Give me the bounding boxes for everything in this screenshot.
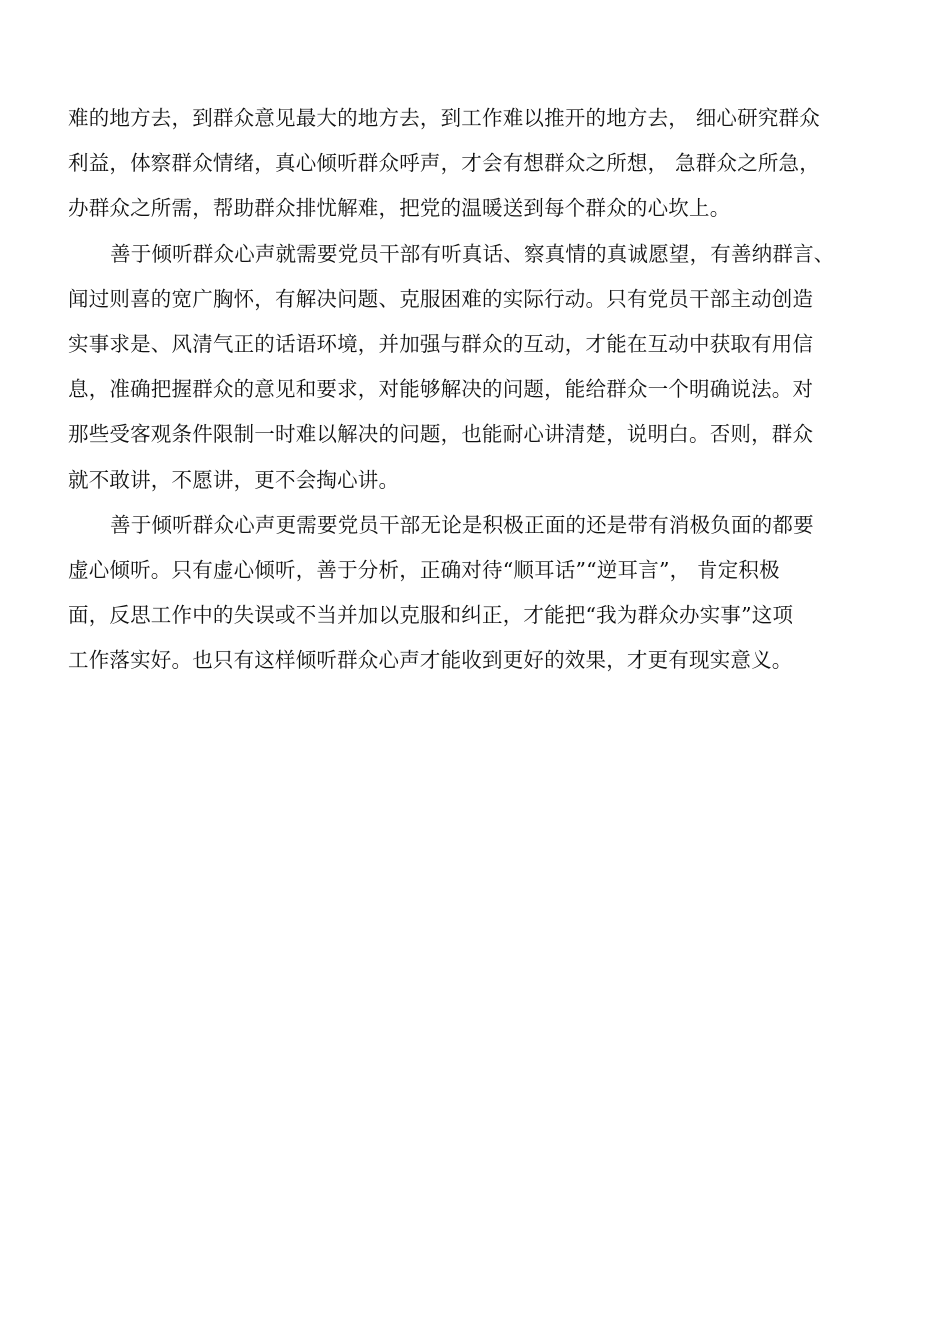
- paragraph-line: 办群众之所需，帮助群众排忧解难，把党的温暖送到每个群众的心坎上。: [68, 196, 731, 221]
- paragraph-line: 工作落实好。也只有这样倾听群众心声才能收到更好的效果，才更有现实意义。: [68, 648, 793, 673]
- paragraph-line: 闻过则喜的宽广胸怀，有解决问题、克服困难的实际行动。只有党员干部主动创造: [68, 286, 814, 311]
- paragraph-line: 善于倾听群众心声更需要党员干部无论是积极正面的还是带有消极负面的都要: [110, 512, 814, 537]
- paragraph-line: 实事求是、风清气正的话语环境，并加强与群众的互动，才能在互动中获取有用信: [68, 331, 814, 356]
- paragraph-1: [68, 96, 888, 232]
- paragraph-line: 那些受客观条件限制一时难以解决的问题，也能耐心讲清楚，说明白。否则，群众: [68, 422, 814, 447]
- paragraph-line: 利益，体察群众情绪，真心倾听群众呼声，才会有想群众之所想， 急群众之所急，: [68, 151, 820, 176]
- paragraph-3: [68, 503, 888, 684]
- paragraph-2: [68, 232, 888, 503]
- paragraph-line: 善于倾听群众心声就需要党员干部有听真话、察真情的真诚愿望，有善纳群言、: [110, 241, 835, 266]
- paragraph-line: 息，准确把握群众的意见和要求，对能够解决的问题，能给群众一个明确说法。对: [68, 377, 814, 402]
- paragraph-line: 面，反思工作中的失误或不当并加以克服和纠正，才能把“我为群众办实事”这项: [68, 603, 794, 628]
- paragraph-line: 就不敢讲，不愿讲，更不会掏心讲。: [68, 467, 400, 492]
- document-body: [68, 96, 888, 683]
- paragraph-line: 虚心倾听。只有虚心倾听，善于分析，正确对待“顺耳话”“逆耳言”， 肯定积极: [68, 557, 780, 582]
- paragraph-line: 难的地方去，到群众意见最大的地方去，到工作难以推开的地方去， 细心研究群众: [68, 106, 820, 130]
